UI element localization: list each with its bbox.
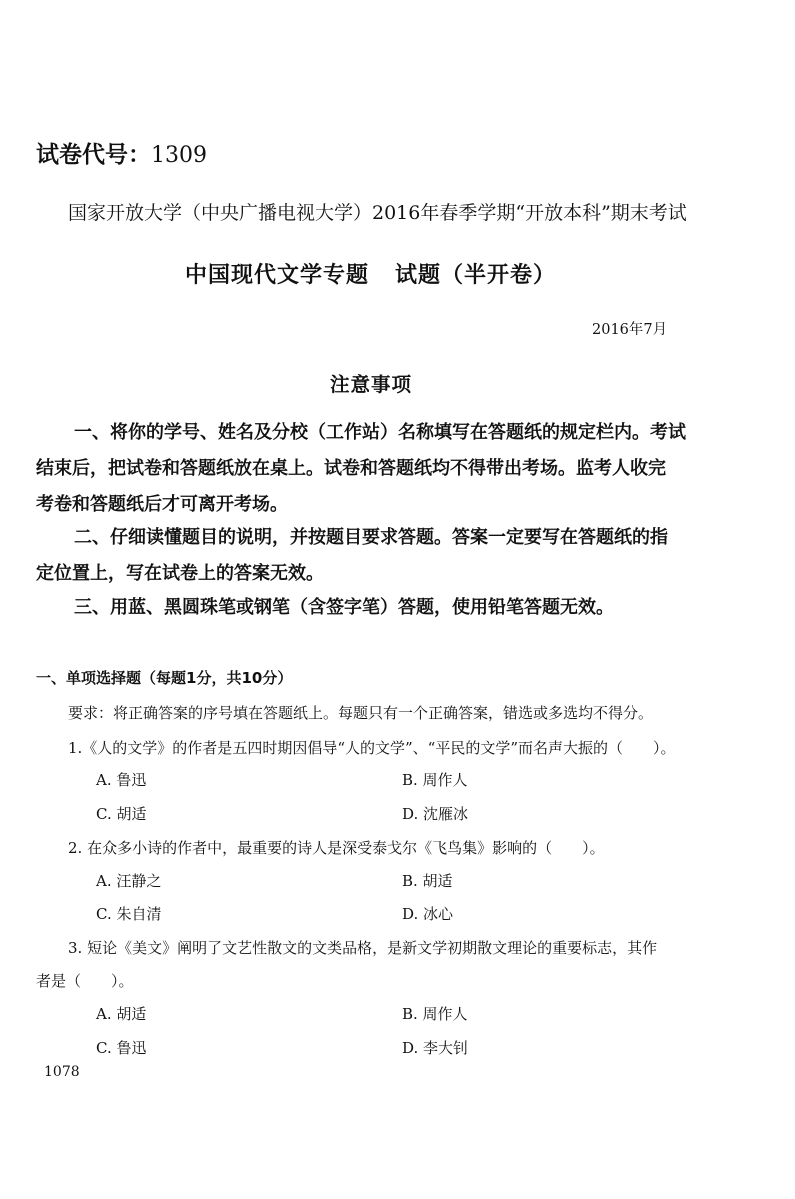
exam-date: 2016年7月 bbox=[592, 322, 668, 338]
notice-line: 结束后，把试卷和答题纸放在桌上。试卷和答题纸均不得带出考场。监考人收完 bbox=[36, 458, 666, 479]
section-requirement: 要求：将正确答案的序号填在答题纸上。每题只有一个正确答案，错选或多选均不得分。 bbox=[68, 704, 654, 722]
notice-line: 考卷和答题纸后才可离开考场。 bbox=[36, 494, 288, 515]
question-3-text-cont: 者是（ ）。 bbox=[36, 972, 134, 990]
exam-code bbox=[36, 136, 207, 169]
exam-code-label: 试卷代号： bbox=[36, 142, 151, 168]
exam-type: 试题（半开卷） bbox=[395, 263, 557, 288]
exam-code-number: 1309 bbox=[151, 143, 207, 168]
section-title: 一、单项选择题（每题1分，共10分） bbox=[36, 669, 293, 687]
notice-line: 二、仔细读懂题目的说明，并按题目要求答题。答案一定要写在答题纸的指 bbox=[74, 527, 668, 548]
notice-line: 三、用蓝、黑圆珠笔或钢笔（含签字笔）答题，使用铅笔答题无效。 bbox=[74, 597, 614, 618]
notice-item-3 bbox=[36, 590, 720, 626]
question-2-option-d: D. 冰心 bbox=[402, 905, 454, 923]
question-3-text: 3. 短论《美文》阐明了文艺性散文的文类品格，是新文学初期散文理论的重要标志，其作 bbox=[68, 939, 658, 957]
question-1-option-a: A. 鲁迅 bbox=[96, 771, 147, 789]
notice-item-2 bbox=[36, 520, 720, 592]
notice-item-1 bbox=[36, 415, 720, 523]
question-2-text: 2. 在众多小诗的作者中，最重要的诗人是深受泰戈尔《飞鸟集》影响的（ ）。 bbox=[68, 839, 605, 857]
notice-line: 定位置上，写在试卷上的答案无效。 bbox=[36, 563, 324, 584]
exam-subject: 中国现代文学专题 bbox=[185, 263, 370, 288]
exam-header: 国家开放大学（中央广播电视大学）2016年春季学期“开放本科”期末考试 bbox=[68, 202, 687, 224]
question-3-option-d: D. 李大钊 bbox=[402, 1039, 469, 1057]
question-3-option-a: A. 胡适 bbox=[96, 1005, 147, 1023]
question-1-text: 1.《人的文学》的作者是五四时期因倡导“人的文学”、“平民的文学”而名声大振的（ ）。 bbox=[68, 739, 676, 757]
question-1-option-d: D. 沈雁冰 bbox=[402, 805, 469, 823]
question-1-option-b: B. 周作人 bbox=[402, 771, 468, 789]
question-3-option-c: C. 鲁迅 bbox=[96, 1039, 147, 1057]
exam-title bbox=[185, 258, 556, 289]
question-3-option-b: B. 周作人 bbox=[402, 1005, 468, 1023]
question-2-option-c: C. 朱自清 bbox=[96, 905, 162, 923]
question-1-option-c: C. 胡适 bbox=[96, 805, 147, 823]
notice-title: 注意事项 bbox=[330, 373, 413, 396]
question-2-option-a: A. 汪静之 bbox=[96, 872, 162, 890]
question-2-option-b: B. 胡适 bbox=[402, 872, 453, 890]
notice-line: 一、将你的学号、姓名及分校（工作站）名称填写在答题纸的规定栏内。考试 bbox=[74, 422, 686, 443]
page-number: 1078 bbox=[44, 1064, 80, 1080]
